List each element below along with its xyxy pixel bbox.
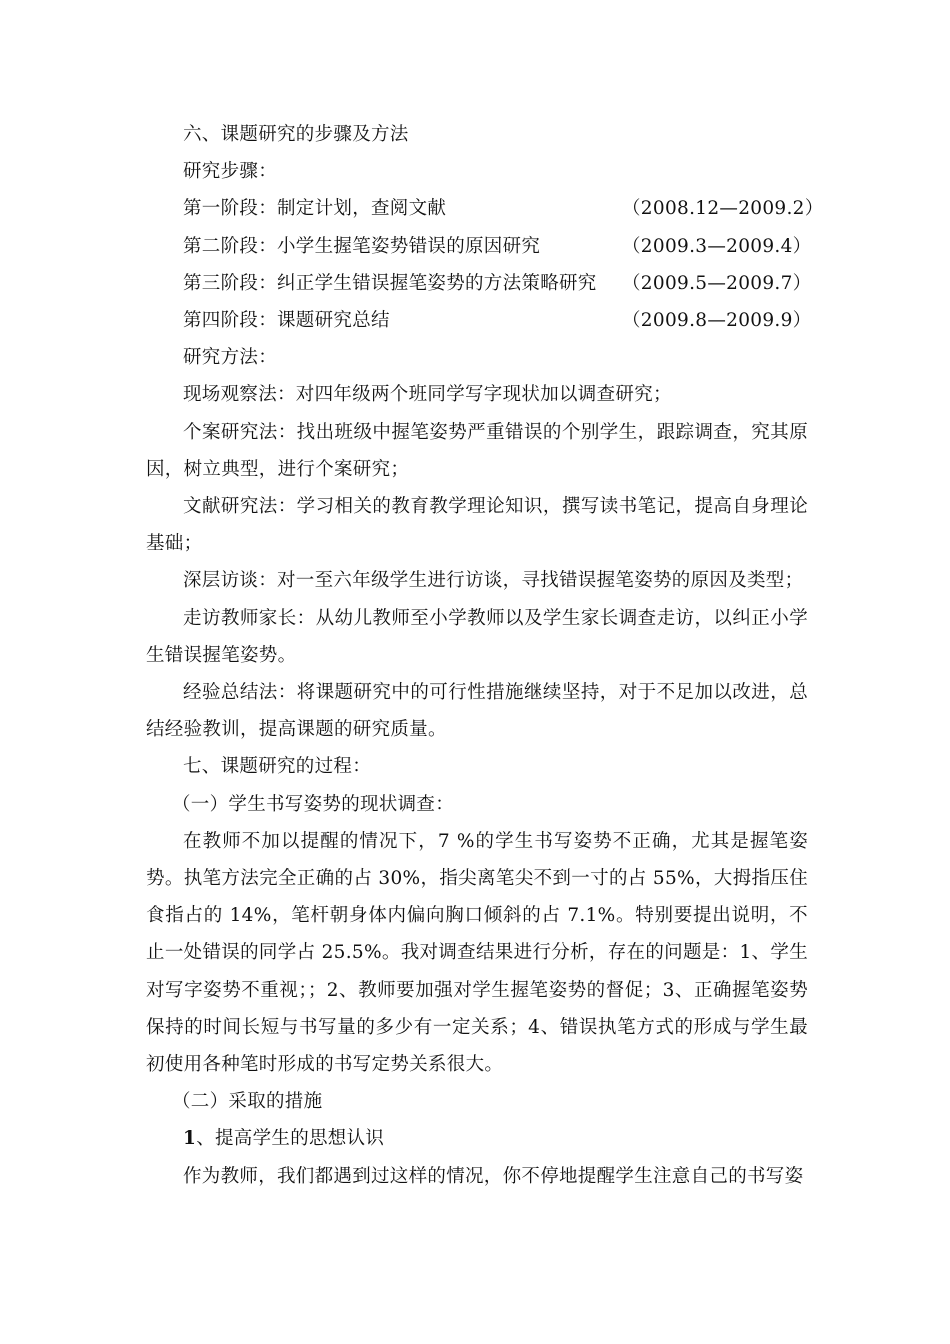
stage-date: （2008.12—2009.2）: [622, 198, 824, 220]
subsection-heading: （一）学生书写姿势的现状调查：: [172, 793, 455, 815]
measure-number: 1: [183, 1128, 197, 1150]
stage-row: [146, 265, 812, 302]
stage-date: （2009.5—2009.7）: [622, 272, 812, 294]
section-heading: 七、课题研究的过程：: [183, 756, 372, 778]
stage-label: 第二阶段：小学生握笔姿势错误的原因研究: [183, 235, 541, 257]
method-paragraph: 文献研究法：学习相关的教育教学理论知识，撰写读书笔记，提高自身理论基础；: [146, 495, 808, 555]
measure-heading: [146, 1120, 808, 1157]
stage-row: [146, 190, 824, 227]
stage-row: [146, 228, 812, 265]
methods-label: 研究方法：: [183, 347, 278, 369]
section-heading: 六、课题研究的步骤及方法: [183, 124, 409, 145]
method-paragraph: 深层访谈：对一至六年级学生进行访谈，寻找错误握笔姿势的原因及类型；: [183, 570, 804, 592]
stage-date: （2009.8—2009.9）: [622, 309, 812, 331]
document-body: [146, 116, 824, 1195]
stage-date: （2009.3—2009.4）: [622, 235, 812, 257]
measure-title: 、提高学生的思想认识: [196, 1128, 385, 1150]
stage-label: 第一阶段：制定计划，查阅文献: [183, 198, 447, 220]
stage-label: 第四阶段：课题研究总结: [183, 309, 390, 331]
steps-label: 研究步骤：: [183, 161, 278, 183]
method-paragraph: 个案研究法：找出班级中握笔姿势严重错误的个别学生，跟踪调查，究其原因，树立典型，进行个案研究；: [146, 421, 808, 480]
stage-label: 第三阶段：纠正学生错误握笔姿势的方法策略研究: [183, 272, 597, 294]
subsection-heading: （二）采取的措施: [172, 1091, 323, 1113]
measure-paragraph: 作为教师，我们都遇到过这样的情况，你不停地提醒学生注意自己的书写姿: [183, 1165, 804, 1187]
survey-paragraph: 在教师不加以提醒的情况下，7 %的学生书写姿势不正确，尤其是握笔姿势。执笔方法完全正确的占 30%，指尖离笔尖不到一寸的占 55%，大拇指压住食指占的 14%，笔杆朝身体内偏向胸口倾斜的占 7.1%。特别要提出说明，不止一处错误的同学占 25.5%。我对调查结果进行分析，存在的问题是：1、学生对写字姿势不重视；；2、教师要加强对学生握笔姿势的督促；3、正确握笔姿势保持的时间长短与书写量的多少有一定关系；4、错误执笔方式的形成与学生最初使用各种笔时形成的书写定势关系很大。: [146, 830, 808, 1075]
method-paragraph: 经验总结法：将课题研究中的可行性措施继续坚持，对于不足加以改进，总结经验教训，提高课题的研究质量。: [146, 681, 808, 741]
stage-row: [146, 302, 812, 339]
method-paragraph: 现场观察法：对四年级两个班同学写字现状加以调查研究；: [183, 384, 672, 406]
method-paragraph: 走访教师家长：从幼儿教师至小学教师以及学生家长调查走访，以纠正小学生错误握笔姿势。: [146, 607, 808, 666]
